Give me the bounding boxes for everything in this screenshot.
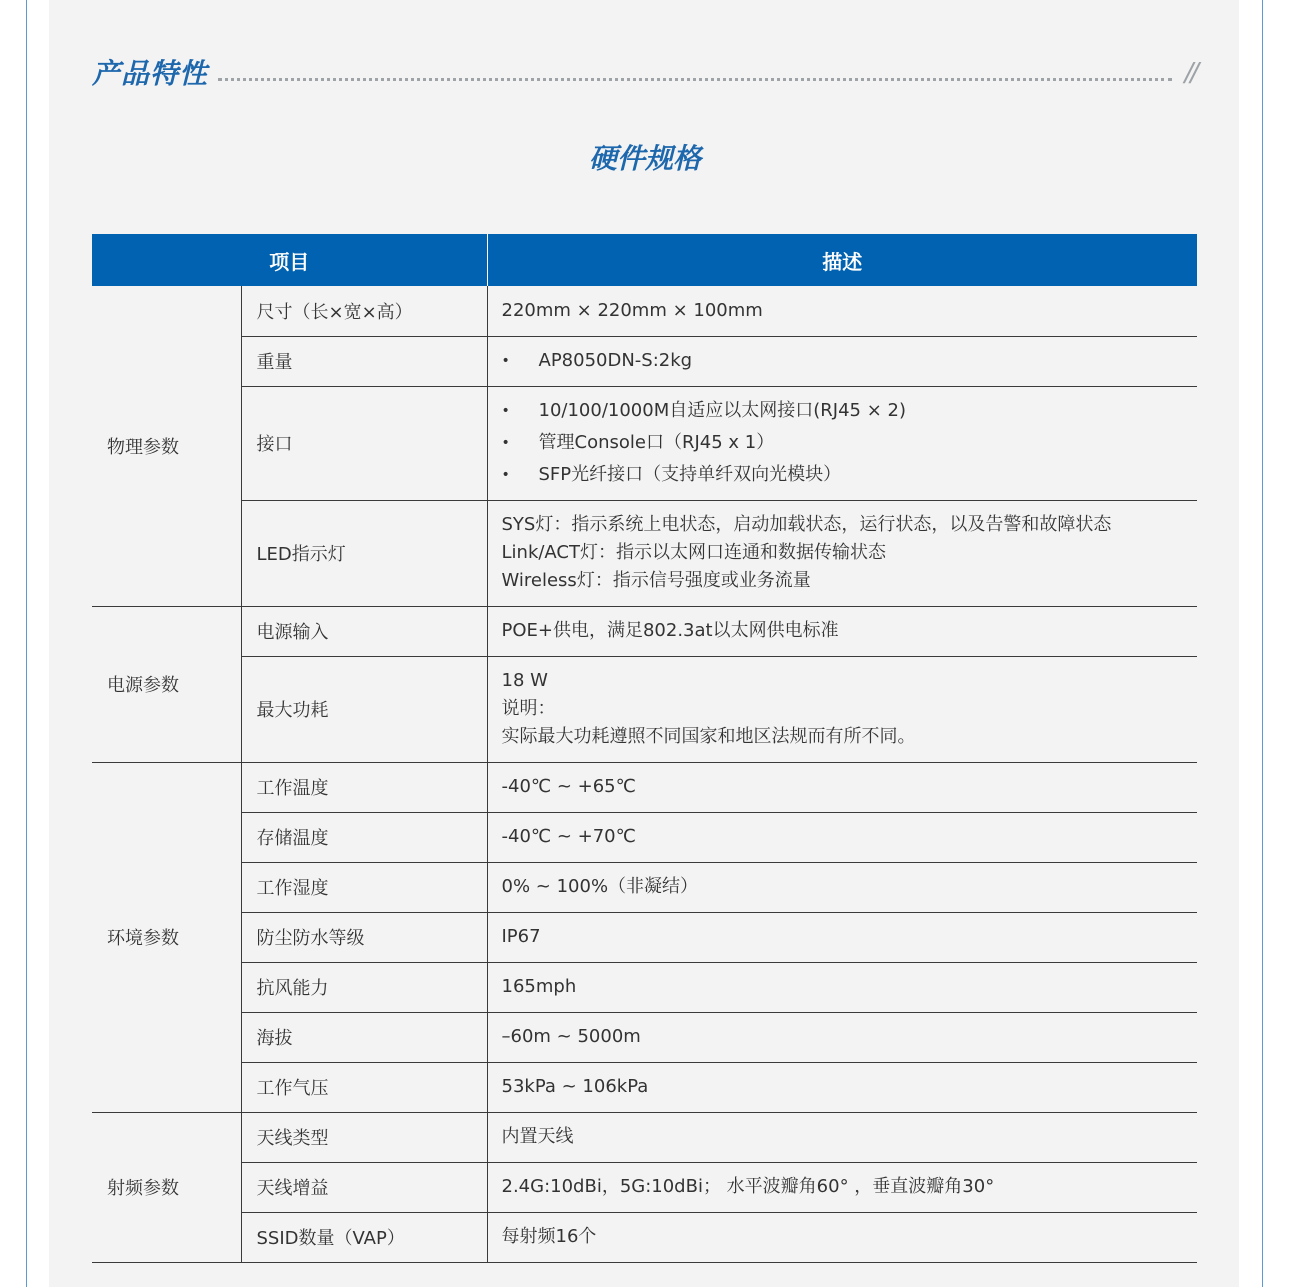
item-cell: 工作温度 (241, 762, 487, 812)
desc-line: 2.4G:10dBi，5G:10dBi； 水平波瓣角60° ，垂直波瓣角30° (501, 1176, 995, 1197)
desc-cell (487, 1012, 1197, 1062)
desc-cell (487, 912, 1197, 962)
desc-line: –60m ~ 5000m (501, 1026, 641, 1047)
table-row (92, 962, 1197, 1012)
item-cell: 抗风能力 (241, 962, 487, 1012)
item-cell: 天线类型 (241, 1112, 487, 1162)
desc-cell (487, 1162, 1197, 1212)
item-cell: 工作气压 (241, 1062, 487, 1112)
left-border-line (26, 0, 27, 1287)
right-border-line (1262, 0, 1263, 1287)
desc-line: 说明： (501, 698, 556, 719)
desc-line: 53kPa ~ 106kPa (501, 1076, 649, 1097)
header-desc: 描述 (487, 234, 1197, 286)
desc-cell (487, 286, 1197, 336)
header-item: 项目 (92, 234, 487, 286)
spec-title: 硬件规格 (588, 142, 701, 175)
spec-table (92, 234, 1197, 1263)
desc-line: -40℃ ~ +70℃ (501, 826, 636, 847)
table-row (92, 286, 1197, 336)
desc-line: 0% ~ 100%（非凝结） (501, 876, 699, 897)
desc-line: 18 W (501, 670, 548, 691)
item-cell: 天线增益 (241, 1162, 487, 1212)
desc-line: 每射频16个 (501, 1226, 597, 1247)
table-row (92, 862, 1197, 912)
desc-line: Link/ACT灯：指示以太网口连通和数据传输状态 (501, 542, 886, 563)
bullet-item: • AP8050DN-S:2kg (502, 345, 1188, 377)
table-row (92, 1012, 1197, 1062)
category-cell: 环境参数 (92, 762, 241, 1112)
item-cell: 海拔 (241, 1012, 487, 1062)
item-cell: 重量 (241, 336, 487, 386)
desc-line: POE+供电，满足802.3at以太网供电标准 (501, 620, 839, 641)
table-row (92, 1212, 1197, 1262)
bullet-item: • 管理Console口（RJ45 x 1） (502, 427, 1188, 459)
desc-cell (487, 812, 1197, 862)
desc-line: 220mm × 220mm × 100mm (501, 299, 763, 321)
category-cell: 射频参数 (92, 1112, 241, 1262)
table-row (92, 606, 1197, 656)
desc-line: 实际最大功耗遵照不同国家和地区法规而有所不同。 (501, 726, 916, 747)
section-header (92, 52, 1196, 92)
table-row (92, 1112, 1197, 1162)
desc-cell (487, 762, 1197, 812)
slash-decoration: // (1184, 58, 1196, 88)
table-row (92, 912, 1197, 962)
item-cell: 最大功耗 (241, 656, 487, 762)
bullet-item: • 10/100/1000M自适应以太网接口(RJ45 × 2) (502, 395, 1188, 427)
desc-cell (487, 386, 1197, 500)
desc-line: 内置天线 (501, 1126, 574, 1147)
item-cell: LED指示灯 (241, 500, 487, 606)
section-title: 产品特性 (92, 57, 209, 90)
item-cell: 电源输入 (241, 606, 487, 656)
item-cell: 防尘防水等级 (241, 912, 487, 962)
desc-cell (487, 1212, 1197, 1262)
table-header-row (92, 234, 1197, 286)
desc-cell (487, 656, 1197, 762)
bullet-item: • SFP光纤接口（支持单纤双向光模块） (502, 459, 1188, 491)
desc-line: SYS灯：指示系统上电状态，启动加载状态，运行状态，以及告警和故障状态 (501, 514, 1112, 535)
item-cell: SSID数量（VAP） (241, 1212, 487, 1262)
item-cell: 尺寸（长×宽×高） (241, 286, 487, 336)
category-cell: 物理参数 (92, 286, 241, 606)
desc-cell (487, 862, 1197, 912)
item-cell: 存储温度 (241, 812, 487, 862)
item-cell: 工作湿度 (241, 862, 487, 912)
table-row (92, 1162, 1197, 1212)
table-row (92, 500, 1197, 606)
item-cell: 接口 (241, 386, 487, 500)
table-row (92, 762, 1197, 812)
category-cell: 电源参数 (92, 606, 241, 762)
desc-line: -40℃ ~ +65℃ (501, 776, 636, 797)
table-row (92, 1062, 1197, 1112)
dotted-divider (218, 78, 1172, 81)
table-row (92, 386, 1197, 500)
table-row (92, 812, 1197, 862)
desc-cell (487, 1112, 1197, 1162)
desc-cell (487, 1062, 1197, 1112)
desc-line: 165mph (501, 976, 577, 997)
desc-cell (487, 606, 1197, 656)
table-row (92, 336, 1197, 386)
desc-cell (487, 500, 1197, 606)
desc-cell (487, 336, 1197, 386)
desc-cell (487, 962, 1197, 1012)
desc-line: Wireless灯：指示信号强度或业务流量 (501, 570, 811, 591)
desc-line: IP67 (501, 926, 541, 947)
table-row (92, 656, 1197, 762)
